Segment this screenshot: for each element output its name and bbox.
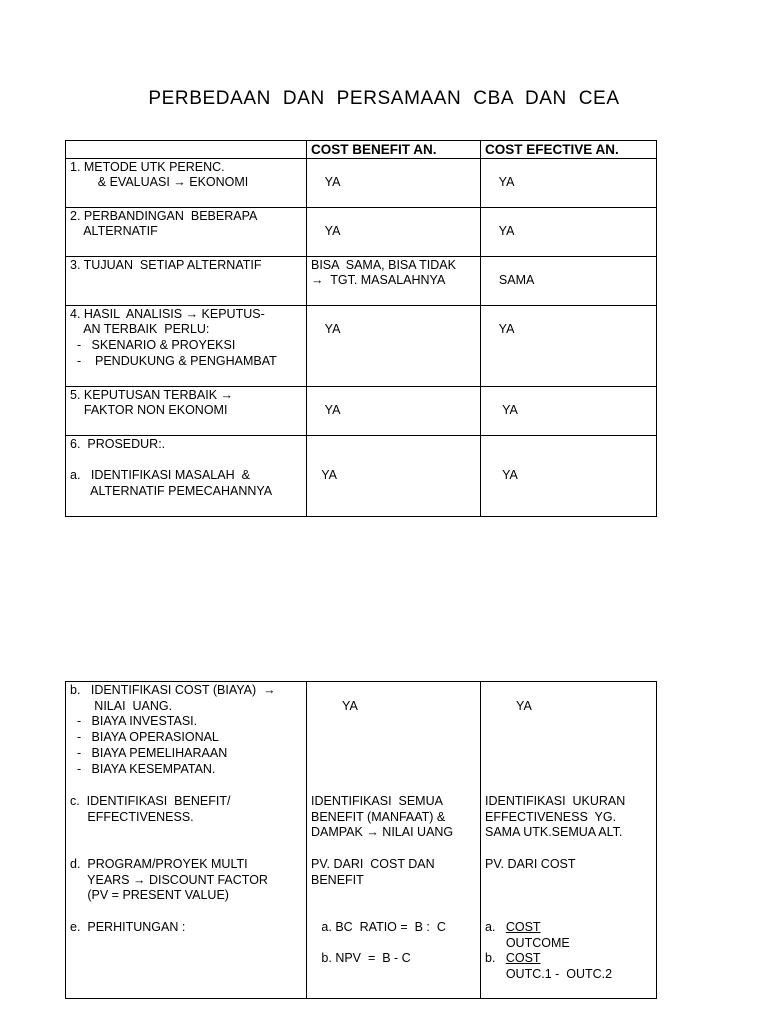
cell-line: YA [485,698,532,713]
cell-line: e. PERHITUNGAN : [70,920,186,934]
cell-line: YA [485,175,515,190]
table-row [66,386,657,435]
cell-line: BISA SAMA, BISA TIDAK [311,257,456,272]
cell-line: 3. TUJUAN SETIAP ALTERNATIF [70,257,262,272]
cell-line: - BIAYA PEMELIHARAAN [70,745,228,760]
cell-line: NILAI UANG. [70,698,173,713]
table-row [66,856,657,919]
cell-line [485,258,652,274]
table-cell [66,158,307,207]
cell-line: YA [485,224,515,239]
cell-line: OUTC.1 - OUTC.2 [485,967,613,982]
cell-line [311,160,476,176]
cell-line: 1. METODE UTK PERENC. [70,159,225,174]
cell-line: PV. DARI COST [485,857,576,871]
table-cell [481,435,657,516]
cell-line: YA [311,698,358,713]
table-cell [481,386,657,435]
cell-line: a. COST [485,920,541,934]
table-cell [481,793,657,856]
table-cell [307,793,481,856]
cell-line: SAMA [485,273,535,288]
cell-line: d. PROGRAM/PROYEK MULTI [70,857,248,871]
column-header: COST BENEFIT AN. [307,141,481,159]
table-row [66,305,657,386]
table-cell [481,856,657,919]
table-row [66,207,657,256]
cell-line: c. IDENTIFIKASI BENEFIT/ [70,794,231,808]
cell-line: (PV = PRESENT VALUE) [70,888,229,903]
cell-line [485,683,652,699]
cell-line: 5. KEPUTUSAN TERBAIK → [70,387,234,402]
cell-line: - BIAYA INVESTASI. [70,714,198,729]
cell-line: BENEFIT [311,872,364,887]
cell-line: IDENTIFIKASI UKURAN [485,794,626,808]
table-cell [307,856,481,919]
table-row [66,919,657,999]
table-cell [307,919,481,999]
cell-line: YA [311,175,341,190]
cell-line: a. BC RATIO = B : C [311,920,446,934]
table-cell [66,435,307,516]
page-title: PERBEDAAN DAN PERSAMAAN CBA DAN CEA [148,88,620,109]
cell-line: YA [485,468,518,483]
cell-line: - BIAYA OPERASIONAL [70,730,219,745]
cell-line [485,388,652,404]
table-cell [66,793,307,856]
cell-line [70,452,302,468]
column-header [66,141,307,159]
table-cell [66,207,307,256]
table-cell [66,386,307,435]
cell-line [485,209,652,225]
cell-line: ALTERNATIF PEMECAHANNYA [70,483,273,498]
table-cell [481,682,657,794]
table-cell [307,682,481,794]
cell-line: b. NPV = B - C [311,951,411,966]
cell-line: EFFECTIVENESS YG. [485,809,617,824]
table-cell [307,256,481,305]
cell-line: - BIAYA KESEMPATAN. [70,761,216,776]
cell-line: a. IDENTIFIKASI MASALAH & [70,468,250,483]
cell-line: YA [311,224,341,239]
comparison-table-2 [65,681,657,999]
cell-line [311,452,476,468]
table-cell [66,919,307,999]
cell-line: b. IDENTIFIKASI COST (BIAYA) → [70,683,276,697]
cell-line: b. COST [485,951,541,966]
table-cell [481,207,657,256]
table-cell [307,386,481,435]
cell-line [311,209,476,225]
column-header: COST EFECTIVE AN. [481,141,657,159]
table-cell [481,919,657,999]
cell-line: 2. PERBANDINGAN BEBERAPA [70,208,258,223]
table-cell [66,682,307,794]
cell-line [311,388,476,404]
cell-line: FAKTOR NON EKONOMI [70,403,228,418]
cell-line: YA [311,403,341,418]
table-cell [307,158,481,207]
cell-line: YA [485,322,515,337]
cell-line [311,683,476,699]
cell-line [485,307,652,323]
cell-line: YA [485,403,518,418]
cell-line [311,307,476,323]
table-cell [307,207,481,256]
table-row [66,158,657,207]
cell-line: → TGT. MASALAHNYA [311,273,446,288]
comparison-table-1 [65,140,657,517]
cell-line: - PENDUKUNG & PENGHAMBAT [70,353,277,368]
cell-line: OUTCOME [485,935,570,950]
table-cell [307,305,481,386]
cell-line: YA [311,468,337,483]
cell-line: AN TERBAIK PERLU: [70,322,210,337]
table-header-row [66,141,657,159]
cell-line [485,437,652,453]
cell-line: ALTERNATIF [70,224,158,239]
table-row [66,682,657,794]
table-cell [481,158,657,207]
cell-line: YEARS → DISCOUNT FACTOR [70,872,268,887]
cell-line [311,936,476,952]
cell-line: DAMPAK → NILAI UANG [311,825,454,840]
table-cell [481,256,657,305]
table-row [66,793,657,856]
cell-line: 6. PROSEDUR:. [70,436,166,451]
table-row [66,256,657,305]
table-cell [66,856,307,919]
cell-line: 4. HASIL ANALISIS → KEPUTUS- [70,306,265,321]
cell-line: BENEFIT (MANFAAT) & [311,809,446,824]
cell-line [485,160,652,176]
cell-line: YA [311,322,341,337]
cell-line: EFFECTIVENESS. [70,809,194,824]
cell-line: SAMA UTK.SEMUA ALT. [485,825,623,840]
table-cell [66,256,307,305]
cell-line: - SKENARIO & PROYEKSI [70,338,236,353]
table-row [66,435,657,516]
cell-line: IDENTIFIKASI SEMUA [311,794,443,808]
cell-line [485,452,652,468]
cell-line [311,437,476,453]
table-cell [481,305,657,386]
table-cell [66,305,307,386]
cell-line: PV. DARI COST DAN [311,857,435,871]
cell-line: & EVALUASI → EKONOMI [70,175,249,190]
table-cell [307,435,481,516]
